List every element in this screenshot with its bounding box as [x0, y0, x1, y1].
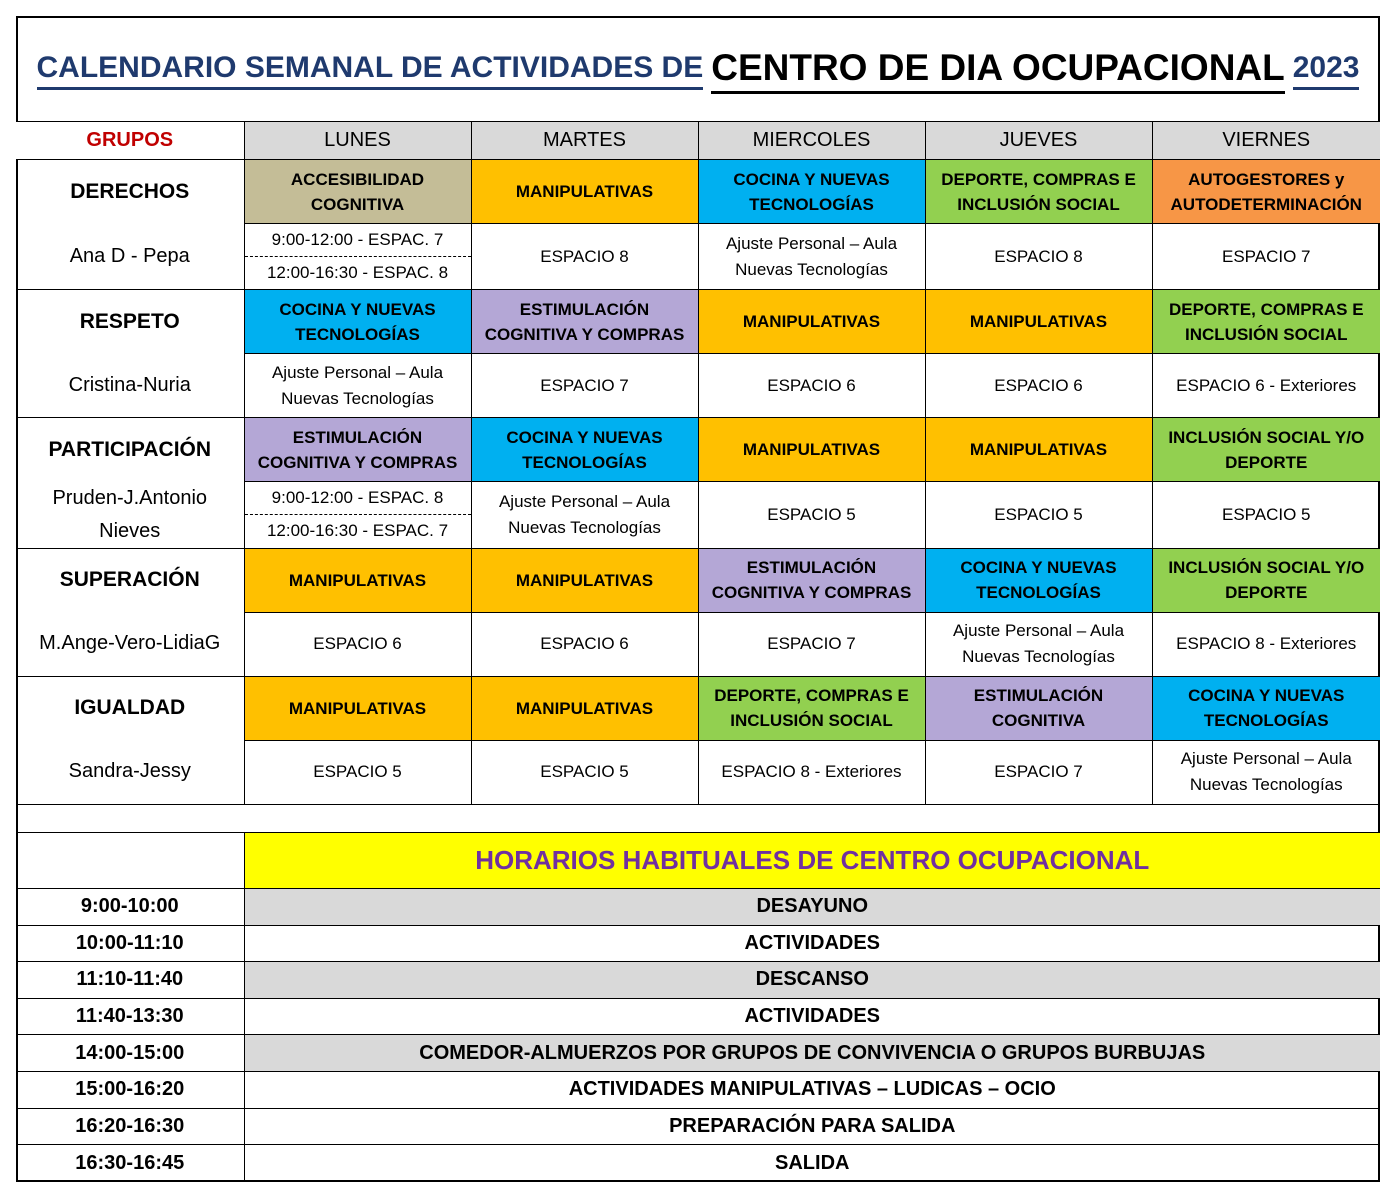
activity-cell: ESTIMULACIÓN COGNITIVA Y COMPRAS — [698, 548, 925, 612]
schedule-activity: ACTIVIDADES — [244, 925, 1380, 962]
activity-cell: ACCESIBILIDAD COGNITIVA — [244, 160, 471, 224]
activity-cell: ESTIMULACIÓN COGNITIVA Y COMPRAS — [244, 418, 471, 482]
activity-cell: COCINA Y NUEVAS TECNOLOGÍAS — [925, 548, 1152, 612]
space-cell: ESPACIO 6 - Exteriores — [1152, 354, 1380, 418]
schedule-header-row — [16, 833, 1380, 889]
schedule-row — [16, 1145, 1380, 1182]
group-name: RESPETO — [16, 290, 244, 354]
activity-cell: MANIPULATIVAS — [244, 676, 471, 740]
schedule-time: 16:30-16:45 — [16, 1145, 244, 1182]
activity-cell: MANIPULATIVAS — [698, 418, 925, 482]
space-cell: ESPACIO 8 — [925, 224, 1152, 290]
schedule-activity: DESCANSO — [244, 962, 1380, 999]
schedule-activity: PREPARACIÓN PARA SALIDA — [244, 1108, 1380, 1145]
group-row-igualdad-spaces — [16, 740, 1380, 804]
schedule-activity: ACTIVIDADES MANIPULATIVAS – LUDICAS – OCIO — [244, 1071, 1380, 1108]
group-row-derechos-activities — [16, 160, 1380, 224]
space-morning: 9:00-12:00 - ESPAC. 8 — [245, 482, 471, 515]
schedule-time: 10:00-11:10 — [16, 925, 244, 962]
space-cell: Ajuste Personal – Aula Nuevas Tecnologías — [1152, 740, 1380, 804]
schedule-row — [16, 889, 1380, 926]
daily-schedule-table — [16, 832, 1380, 1181]
space-cell: ESPACIO 5 — [1152, 482, 1380, 549]
space-cell: ESPACIO 6 — [925, 354, 1152, 418]
groups-header: GRUPOS — [16, 122, 244, 160]
activity-cell: INCLUSIÓN SOCIAL Y/O DEPORTE — [1152, 548, 1380, 612]
group-row-superacion-activities — [16, 548, 1380, 612]
space-cell: ESPACIO 6 — [244, 612, 471, 676]
schedule-row — [16, 998, 1380, 1035]
space-afternoon: 12:00-16:30 - ESPAC. 8 — [266, 263, 449, 282]
schedule-time: 11:40-13:30 — [16, 998, 244, 1035]
schedule-activity: DESAYUNO — [244, 889, 1380, 926]
activity-cell: MANIPULATIVAS — [471, 160, 698, 224]
space-cell: ESPACIO 8 — [471, 224, 698, 290]
space-cell: ESPACIO 8 - Exteriores — [698, 740, 925, 804]
schedule-row — [16, 1035, 1380, 1072]
space-cell: ESPACIO 7 — [925, 740, 1152, 804]
weekly-activities-table — [16, 121, 1380, 805]
group-row-superacion-spaces — [16, 612, 1380, 676]
schedule-row — [16, 962, 1380, 999]
activity-cell: ESTIMULACIÓN COGNITIVA Y COMPRAS — [471, 290, 698, 354]
group-row-respeto-spaces — [16, 354, 1380, 418]
activity-cell: COCINA Y NUEVAS TECNOLOGÍAS — [471, 418, 698, 482]
space-cell: ESPACIO 5 — [471, 740, 698, 804]
group-people: Ana D - Pepa — [16, 224, 244, 290]
schedule-time: 16:20-16:30 — [16, 1108, 244, 1145]
schedule-time: 14:00-15:00 — [16, 1035, 244, 1072]
activity-cell: AUTOGESTORES y AUTODETERMINACIÓN — [1152, 160, 1380, 224]
activity-cell: MANIPULATIVAS — [244, 548, 471, 612]
space-afternoon: 12:00-16:30 - ESPAC. 7 — [266, 521, 449, 541]
space-cell: ESPACIO 7 — [698, 612, 925, 676]
title-year: 2023 — [1293, 51, 1360, 90]
schedule-title: HORARIOS HABITUALES DE CENTRO OCUPACIONAL — [244, 833, 1380, 889]
activity-cell: MANIPULATIVAS — [925, 290, 1152, 354]
space-cell: Ajuste Personal – Aula Nuevas Tecnologías — [244, 354, 471, 418]
schedule-row — [16, 1071, 1380, 1108]
space-cell: Ajuste Personal – Aula Nuevas Tecnologías — [471, 482, 698, 549]
space-cell: ESPACIO 5 — [698, 482, 925, 549]
space-cell: ESPACIO 6 — [698, 354, 925, 418]
activity-cell: DEPORTE, COMPRAS E INCLUSIÓN SOCIAL — [698, 676, 925, 740]
page-title — [18, 18, 1378, 122]
group-row-respeto-activities — [16, 290, 1380, 354]
activity-cell: COCINA Y NUEVAS TECNOLOGÍAS — [698, 160, 925, 224]
space-morning: 9:00-12:00 - ESPAC. 7 — [245, 224, 471, 257]
group-name: SUPERACIÓN — [16, 548, 244, 612]
day-header-martes: MARTES — [471, 122, 698, 160]
group-row-igualdad-activities — [16, 676, 1380, 740]
space-cell: ESPACIO 5 — [244, 740, 471, 804]
space-cell: ESPACIO 7 — [1152, 224, 1380, 290]
group-name: DERECHOS — [16, 160, 244, 224]
schedule-time: 15:00-16:20 — [16, 1071, 244, 1108]
group-row-derechos-spaces — [16, 224, 1380, 290]
day-header-viernes: VIERNES — [1152, 122, 1380, 160]
group-row-participacion-activities — [16, 418, 1380, 482]
activity-cell: COCINA Y NUEVAS TECNOLOGÍAS — [244, 290, 471, 354]
space-cell: Ajuste Personal – Aula Nuevas Tecnologías — [698, 224, 925, 290]
day-header-lunes: LUNES — [244, 122, 471, 160]
schedule-activity: COMEDOR-ALMUERZOS POR GRUPOS DE CONVIVENCIA O GRUPOS BURBUJAS — [244, 1035, 1380, 1072]
schedule-row — [16, 925, 1380, 962]
day-header-jueves: JUEVES — [925, 122, 1152, 160]
days-header-row — [16, 122, 1380, 160]
activity-cell: DEPORTE, COMPRAS E INCLUSIÓN SOCIAL — [1152, 290, 1380, 354]
group-people: Cristina-Nuria — [16, 354, 244, 418]
space-cell: ESPACIO 5 — [925, 482, 1152, 549]
group-people: Sandra-Jessy — [16, 740, 244, 804]
calendar-sheet — [16, 16, 1380, 1182]
group-people: M.Ange-Vero-LidiaG — [16, 612, 244, 676]
activity-cell: MANIPULATIVAS — [471, 676, 698, 740]
group-name: PARTICIPACIÓN — [16, 418, 244, 482]
space-cell: ESPACIO 8 - Exteriores — [1152, 612, 1380, 676]
schedule-time: 11:10-11:40 — [16, 962, 244, 999]
activity-cell: ESTIMULACIÓN COGNITIVA — [925, 676, 1152, 740]
space-split-cell — [244, 482, 471, 549]
schedule-row — [16, 1108, 1380, 1145]
space-cell: ESPACIO 6 — [471, 612, 698, 676]
day-header-miercoles: MIERCOLES — [698, 122, 925, 160]
title-part-2: CENTRO DE DIA OCUPACIONAL — [711, 47, 1285, 94]
space-split-cell — [244, 224, 471, 290]
activity-cell: DEPORTE, COMPRAS E INCLUSIÓN SOCIAL — [925, 160, 1152, 224]
group-row-participacion-spaces — [16, 482, 1380, 549]
activity-cell: INCLUSIÓN SOCIAL Y/O DEPORTE — [1152, 418, 1380, 482]
activity-cell: COCINA Y NUEVAS TECNOLOGÍAS — [1152, 676, 1380, 740]
activity-cell: MANIPULATIVAS — [925, 418, 1152, 482]
title-part-1: CALENDARIO SEMANAL DE ACTIVIDADES DE — [37, 51, 704, 90]
activity-cell: MANIPULATIVAS — [698, 290, 925, 354]
activity-cell: MANIPULATIVAS — [471, 548, 698, 612]
space-cell: Ajuste Personal – Aula Nuevas Tecnologías — [925, 612, 1152, 676]
schedule-header-blank — [16, 833, 244, 889]
schedule-activity: SALIDA — [244, 1145, 1380, 1182]
group-people: Pruden-J.Antonio Nieves — [16, 482, 244, 549]
space-cell: ESPACIO 7 — [471, 354, 698, 418]
group-name: IGUALDAD — [16, 676, 244, 740]
schedule-time: 9:00-10:00 — [16, 889, 244, 926]
schedule-activity: ACTIVIDADES — [244, 998, 1380, 1035]
